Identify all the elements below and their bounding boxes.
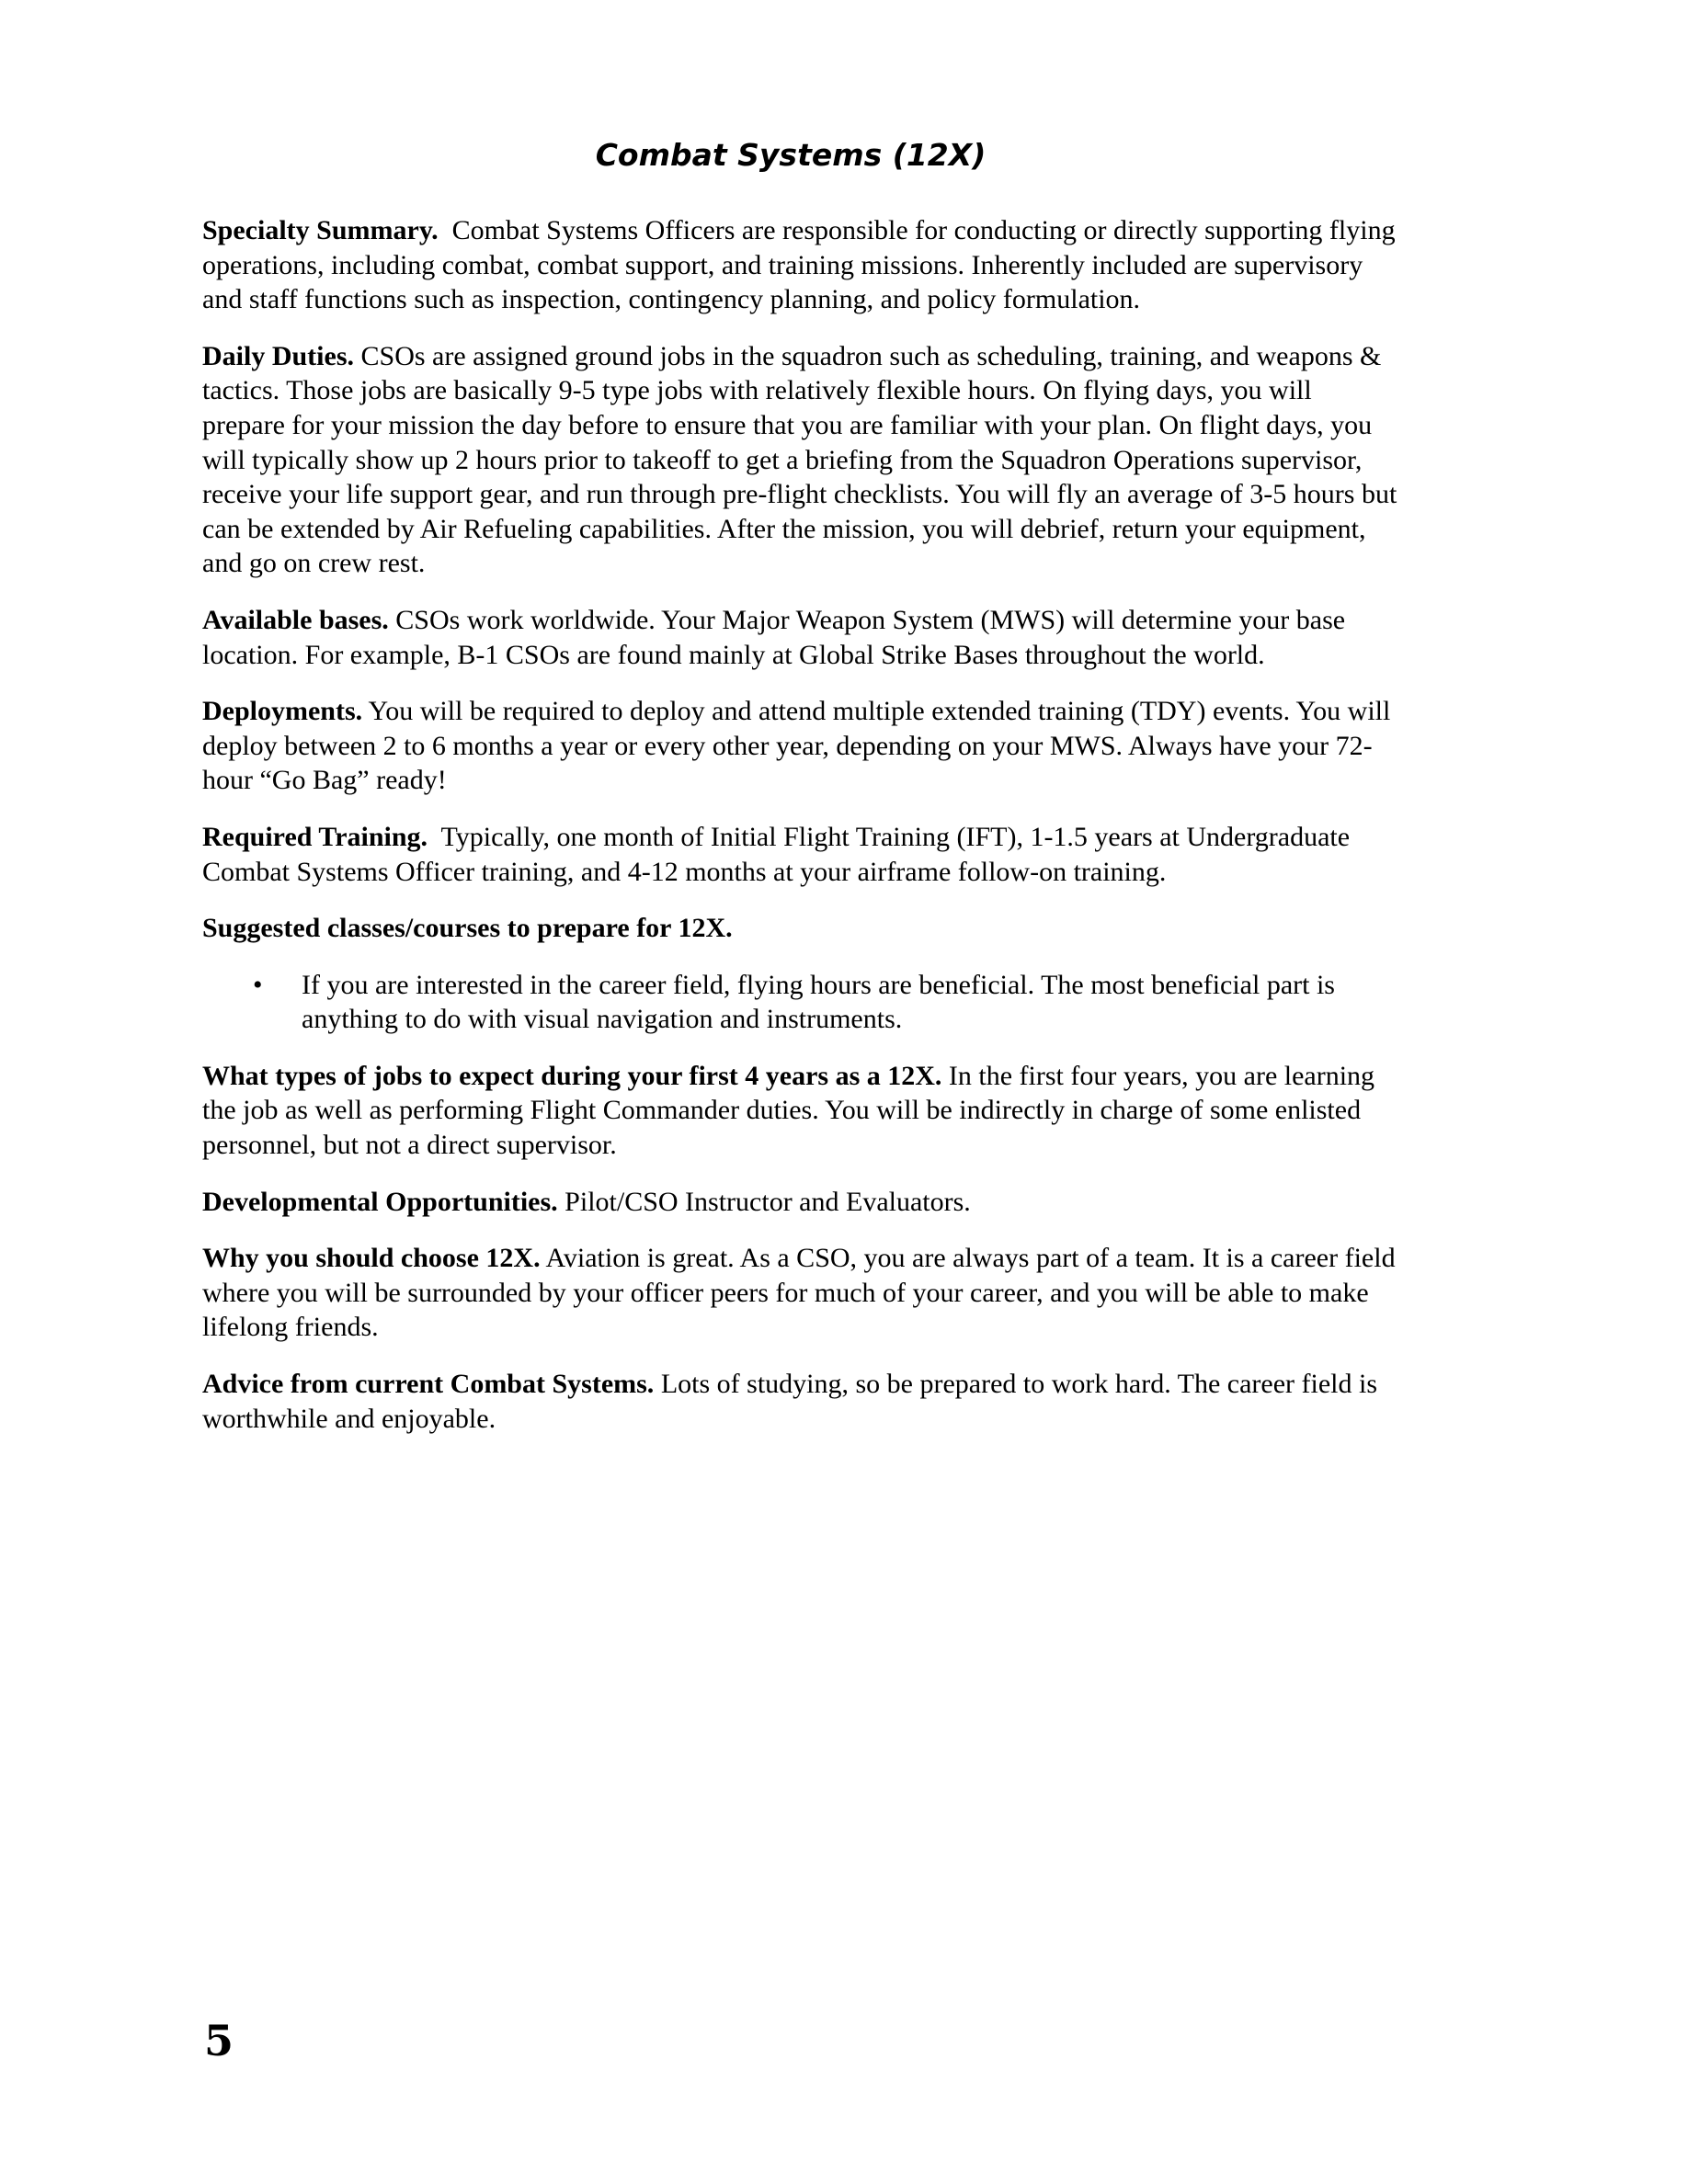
section-text: You will be required to deploy and attend multiple extended training (TDY) events. You will deploy between 2 to 6 months a year or every other year, depending on your MWS. Always have your 72-hour “Go Bag” ready! xyxy=(202,696,1391,796)
section-text: CSOs work worldwide. Your Major Weapon System (MWS) will determine your base location. For example, B-1 CSOs are found mainly at Global Strike Bases throughout the world. xyxy=(202,604,1346,670)
section-text: Typically, one month of Initial Flight Training (IFT), 1-1.5 years at Undergraduate Combat Systems Officer training, and 4-12 months at your airframe follow-on training. xyxy=(202,821,1351,887)
section-suggested-courses xyxy=(202,911,1397,946)
section-label: What types of jobs to expect during your first 4 years as a 12X. xyxy=(202,1060,942,1091)
document-body xyxy=(202,213,1397,1458)
bullet-icon: • xyxy=(253,969,263,1000)
section-label: Why you should choose 12X. xyxy=(202,1243,541,1274)
section-label: Available bases. xyxy=(202,604,389,635)
section-text: CSOs are assigned ground jobs in the squadron such as scheduling, training, and weapons & tactics. Those jobs are basically 9-5 type jobs with relatively flexible hours. On flying days, you will prepare for your mission the day before to ensure that you are familiar with your plan. On flight days, you will typically show up 2 hours prior to takeoff to get a briefing from the Squadron Operations supervisor, receive your life support gear, and run through pre-flight checklists. You will fly an average of 3-5 hours but can be extended by Air Refueling capabilities. After the mission, you will debrief, return your equipment, and go on crew rest. xyxy=(202,340,1397,579)
courses-bullet-list xyxy=(202,968,1397,1037)
section-text: Lots of studying, so be prepared to work hard. The career field is worthwhile and enjoyable. xyxy=(202,1369,1378,1434)
section-label: Developmental Opportunities. xyxy=(202,1186,558,1217)
section-developmental-opportunities xyxy=(202,1185,1397,1220)
page-title: Combat Systems (12X) xyxy=(595,137,987,173)
page-number: 5 xyxy=(204,2016,234,2065)
section-advice xyxy=(202,1367,1397,1436)
section-deployments xyxy=(202,694,1397,798)
section-text: Aviation is great. As a CSO, you are always part of a team. It is a career field where you will be surrounded by your officer peers for much of your career, and you will be able to make lifelong friends. xyxy=(202,1243,1396,1343)
section-text: Combat Systems Officers are responsible for conducting or directly supporting flying operations, including combat, combat support, and training missions. Inherently included are supervisory and staff functions such as inspection, contingency planning, and policy formulation. xyxy=(202,215,1396,315)
section-why-choose xyxy=(202,1241,1397,1345)
list-item-text: If you are interested in the career field, flying hours are beneficial. The most beneficial part is anything to do with visual navigation and instruments. xyxy=(302,969,1335,1035)
section-specialty-summary xyxy=(202,213,1397,317)
section-text: Pilot/CSO Instructor and Evaluators. xyxy=(565,1186,971,1217)
section-label: Specialty Summary. xyxy=(202,215,439,245)
section-label: Deployments. xyxy=(202,696,363,727)
section-label: Suggested classes/courses to prepare for 12X. xyxy=(202,913,733,944)
section-label: Advice from current Combat Systems. xyxy=(202,1369,655,1400)
list-item xyxy=(202,968,1397,1037)
section-available-bases xyxy=(202,603,1397,672)
section-first-four-years xyxy=(202,1059,1397,1163)
section-label: Daily Duties. xyxy=(202,340,354,371)
section-daily-duties xyxy=(202,339,1397,581)
section-text: In the first four years, you are learning the job as well as performing Flight Commander duties. You will be indirectly in charge of some enlisted personnel, but not a direct supervisor. xyxy=(202,1060,1375,1161)
section-label: Required Training. xyxy=(202,821,428,852)
section-required-training xyxy=(202,820,1397,889)
